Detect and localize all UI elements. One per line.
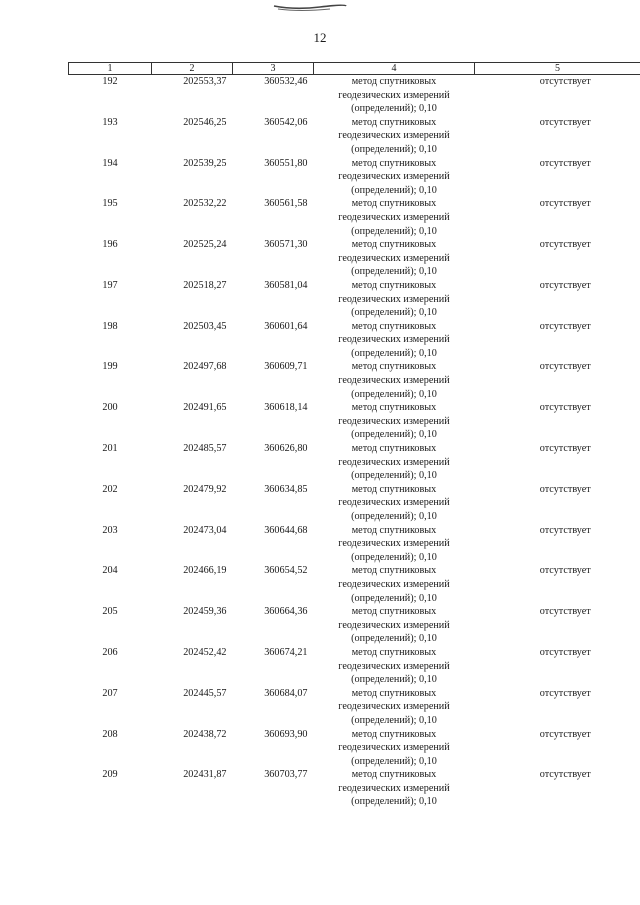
table-row	[69, 75, 640, 116]
x-coordinate-cell-value: 202491,65	[183, 402, 227, 414]
x-coordinate-cell-value: 202497,68	[183, 361, 227, 373]
point-number-cell: 194	[102, 157, 118, 169]
x-coordinate-cell-value: 202466,19	[183, 565, 227, 577]
description-cell-value: отсутствует	[539, 646, 591, 658]
column-header-4: 4	[314, 63, 475, 75]
y-coordinate-cell	[233, 605, 314, 646]
y-coordinate-cell	[233, 768, 314, 809]
method-text-line: метод спутниковых	[351, 606, 437, 618]
description-cell	[475, 157, 640, 198]
method-text-line: метод спутниковых	[351, 769, 437, 781]
method-text-line: метод спутниковых	[351, 279, 437, 291]
x-coordinate-cell-value: 202539,25	[183, 157, 227, 169]
y-coordinate-cell	[233, 197, 314, 238]
table-row	[69, 483, 640, 524]
y-coordinate-cell-value: 360561,58	[264, 198, 308, 210]
table-row	[69, 197, 640, 238]
description-cell-value: отсутствует	[539, 524, 591, 536]
x-coordinate-cell-value: 202459,36	[183, 606, 227, 618]
y-coordinate-cell-value: 360644,68	[264, 524, 308, 536]
method-cell	[314, 157, 475, 198]
description-cell	[475, 768, 640, 809]
method-cell	[314, 197, 475, 238]
y-coordinate-cell	[233, 483, 314, 524]
x-coordinate-cell	[152, 197, 233, 238]
description-cell	[475, 605, 640, 646]
x-coordinate-cell	[152, 116, 233, 157]
x-coordinate-cell	[152, 238, 233, 279]
y-coordinate-cell	[233, 75, 314, 116]
y-coordinate-cell	[233, 524, 314, 565]
description-cell	[475, 75, 640, 116]
table-row	[69, 116, 640, 157]
method-text-line: метод спутниковых	[351, 116, 437, 128]
x-coordinate-cell-value: 202473,04	[183, 524, 227, 536]
table-header-row	[69, 63, 640, 75]
x-coordinate-cell-value: 202485,57	[183, 443, 227, 455]
x-coordinate-cell	[152, 564, 233, 605]
point-number-cell: 202	[102, 483, 118, 495]
table-row	[69, 524, 640, 565]
method-text-line: метод спутниковых	[351, 402, 437, 414]
point-number-cell: 192	[102, 76, 118, 87]
description-cell	[475, 360, 640, 401]
method-text-line: геодезических измерений	[338, 456, 450, 468]
method-text-line: (определений); 0,10	[351, 470, 437, 482]
table-row	[69, 768, 640, 809]
method-text-line: (определений); 0,10	[351, 551, 437, 563]
column-header-3: 3	[233, 63, 314, 75]
description-cell	[475, 116, 640, 157]
x-coordinate-cell-value: 202525,24	[183, 239, 227, 251]
column-header-5: 5	[475, 63, 640, 75]
x-coordinate-cell-value: 202479,92	[183, 483, 227, 495]
method-text-line: метод спутниковых	[351, 361, 437, 373]
description-cell	[475, 728, 640, 769]
method-text-line: геодезических измерений	[338, 375, 450, 387]
description-cell	[475, 401, 640, 442]
y-coordinate-cell-value: 360664,36	[264, 606, 308, 618]
method-text-line: геодезических измерений	[338, 171, 450, 183]
method-text-line: (определений); 0,10	[351, 184, 437, 196]
description-cell	[475, 442, 640, 483]
method-text-line: метод спутниковых	[351, 443, 437, 455]
description-cell	[475, 320, 640, 361]
description-cell-value: отсутствует	[539, 279, 591, 291]
method-text-line: (определений); 0,10	[351, 714, 437, 726]
description-cell-value: отсутствует	[539, 157, 591, 169]
method-text-line: геодезических измерений	[338, 89, 450, 101]
column-header-2: 2	[152, 63, 233, 75]
point-number-cell: 195	[102, 198, 118, 210]
x-coordinate-cell-value: 202553,37	[183, 76, 227, 87]
y-coordinate-cell-value: 360571,30	[264, 239, 308, 251]
description-cell-value: отсутствует	[539, 483, 591, 495]
method-text-line: (определений); 0,10	[351, 347, 437, 359]
y-coordinate-cell	[233, 442, 314, 483]
method-text-line: геодезических измерений	[338, 293, 450, 305]
method-text-line: (определений); 0,10	[351, 592, 437, 604]
x-coordinate-cell	[152, 320, 233, 361]
x-coordinate-cell	[152, 524, 233, 565]
method-text-line: метод спутниковых	[351, 524, 437, 536]
y-coordinate-cell-value: 360618,14	[264, 402, 308, 414]
y-coordinate-cell-value: 360684,07	[264, 687, 308, 699]
point-number-cell: 204	[102, 565, 118, 577]
method-cell	[314, 360, 475, 401]
table-row	[69, 564, 640, 605]
method-cell	[314, 320, 475, 361]
method-text-line: (определений); 0,10	[351, 266, 437, 278]
x-coordinate-cell	[152, 483, 233, 524]
x-coordinate-cell	[152, 728, 233, 769]
y-coordinate-cell	[233, 238, 314, 279]
x-coordinate-cell-value: 202503,45	[183, 320, 227, 332]
method-text-line: метод спутниковых	[351, 320, 437, 332]
x-coordinate-cell	[152, 687, 233, 728]
table-row	[69, 728, 640, 769]
x-coordinate-cell	[152, 401, 233, 442]
x-coordinate-cell-value: 202518,27	[183, 279, 227, 291]
method-text-line: метод спутниковых	[351, 728, 437, 740]
description-cell	[475, 564, 640, 605]
table-row	[69, 442, 640, 483]
method-cell	[314, 279, 475, 320]
y-coordinate-cell	[233, 687, 314, 728]
y-coordinate-cell	[233, 360, 314, 401]
y-coordinate-cell-value: 360609,71	[264, 361, 308, 373]
y-coordinate-cell	[233, 157, 314, 198]
description-cell-value: отсутствует	[539, 239, 591, 251]
x-coordinate-cell	[152, 442, 233, 483]
y-coordinate-cell-value: 360551,80	[264, 157, 308, 169]
method-cell	[314, 75, 475, 116]
y-coordinate-cell-value: 360532,46	[264, 76, 308, 87]
description-cell-value: отсутствует	[539, 687, 591, 699]
method-text-line: метод спутниковых	[351, 157, 437, 169]
point-number-cell: 207	[102, 687, 118, 699]
description-cell-value: отсутствует	[539, 443, 591, 455]
description-cell-value: отсутствует	[539, 76, 591, 87]
method-text-line: геодезических измерений	[338, 252, 450, 264]
description-cell	[475, 197, 640, 238]
table-body	[69, 75, 640, 810]
method-text-line: геодезических измерений	[338, 578, 450, 590]
method-cell	[314, 116, 475, 157]
description-cell	[475, 279, 640, 320]
x-coordinate-cell	[152, 646, 233, 687]
description-cell	[475, 687, 640, 728]
y-coordinate-cell	[233, 116, 314, 157]
description-cell-value: отсутствует	[539, 361, 591, 373]
method-cell	[314, 442, 475, 483]
point-number-cell: 199	[102, 361, 118, 373]
table-row	[69, 279, 640, 320]
table-row	[69, 687, 640, 728]
y-coordinate-cell-value: 360626,80	[264, 443, 308, 455]
method-cell	[314, 564, 475, 605]
page-number: 12	[313, 30, 327, 45]
y-coordinate-cell-value: 360703,77	[264, 769, 308, 781]
table-row	[69, 238, 640, 279]
method-text-line: геодезических измерений	[338, 415, 450, 427]
description-cell	[475, 524, 640, 565]
method-text-line: (определений); 0,10	[351, 755, 437, 767]
method-text-line: геодезических измерений	[338, 619, 450, 631]
description-cell-value: отсутствует	[539, 320, 591, 332]
method-text-line: (определений); 0,10	[351, 429, 437, 441]
method-text-line: метод спутниковых	[351, 198, 437, 210]
x-coordinate-cell	[152, 768, 233, 809]
method-cell	[314, 768, 475, 809]
method-text-line: геодезических измерений	[338, 211, 450, 223]
method-text-line: (определений); 0,10	[351, 143, 437, 155]
table-row	[69, 360, 640, 401]
x-coordinate-cell-value: 202431,87	[183, 769, 227, 781]
point-number-cell: 198	[102, 320, 118, 332]
method-text-line: геодезических измерений	[338, 782, 450, 794]
description-cell-value: отсутствует	[539, 606, 591, 618]
y-coordinate-cell-value: 360693,90	[264, 728, 308, 740]
description-cell-value: отсутствует	[539, 769, 591, 781]
method-cell	[314, 728, 475, 769]
method-text-line: геодезических измерений	[338, 660, 450, 672]
table-row	[69, 157, 640, 198]
y-coordinate-cell	[233, 564, 314, 605]
method-text-line: метод спутниковых	[351, 687, 437, 699]
table-row	[69, 605, 640, 646]
method-text-line: геодезических измерений	[338, 130, 450, 142]
table-row	[69, 320, 640, 361]
point-number-cell: 209	[102, 769, 118, 781]
y-coordinate-cell	[233, 279, 314, 320]
x-coordinate-cell-value: 202546,25	[183, 116, 227, 128]
description-cell-value: отсутствует	[539, 116, 591, 128]
y-coordinate-cell	[233, 401, 314, 442]
description-cell	[475, 646, 640, 687]
x-coordinate-cell	[152, 605, 233, 646]
description-cell-value: отсутствует	[539, 728, 591, 740]
method-text-line: (определений); 0,10	[351, 796, 437, 808]
method-text-line: геодезических измерений	[338, 742, 450, 754]
y-coordinate-cell	[233, 728, 314, 769]
method-cell	[314, 401, 475, 442]
y-coordinate-cell-value: 360674,21	[264, 646, 308, 658]
y-coordinate-cell-value: 360601,64	[264, 320, 308, 332]
description-cell-value: отсутствует	[539, 402, 591, 414]
table-row	[69, 401, 640, 442]
method-text-line: (определений); 0,10	[351, 674, 437, 686]
y-coordinate-cell	[233, 646, 314, 687]
method-text-line: (определений); 0,10	[351, 307, 437, 319]
method-text-line: геодезических измерений	[338, 497, 450, 509]
method-text-line: метод спутниковых	[351, 565, 437, 577]
method-text-line: (определений); 0,10	[351, 225, 437, 237]
x-coordinate-cell	[152, 157, 233, 198]
coordinates-table	[68, 62, 640, 809]
x-coordinate-cell	[152, 279, 233, 320]
x-coordinate-cell	[152, 360, 233, 401]
method-text-line: (определений); 0,10	[351, 388, 437, 400]
description-cell-value: отсутствует	[539, 565, 591, 577]
method-cell	[314, 687, 475, 728]
x-coordinate-cell-value: 202438,72	[183, 728, 227, 740]
column-header-1: 1	[69, 63, 152, 75]
binding-marks	[270, 0, 350, 12]
method-text-line: метод спутниковых	[351, 646, 437, 658]
method-cell	[314, 238, 475, 279]
x-coordinate-cell-value: 202445,57	[183, 687, 227, 699]
point-number-cell: 205	[102, 606, 118, 618]
point-number-cell: 206	[102, 646, 118, 658]
method-text-line: (определений); 0,10	[351, 633, 437, 645]
method-text-line: метод спутниковых	[351, 483, 437, 495]
method-cell	[314, 605, 475, 646]
method-cell	[314, 524, 475, 565]
point-number-cell: 203	[102, 524, 118, 536]
point-number-cell: 200	[102, 402, 118, 414]
point-number-cell: 201	[102, 443, 118, 455]
y-coordinate-cell-value: 360634,85	[264, 483, 308, 495]
method-text-line: геодезических измерений	[338, 701, 450, 713]
method-cell	[314, 483, 475, 524]
point-number-cell: 197	[102, 279, 118, 291]
table-row	[69, 646, 640, 687]
method-text-line: метод спутниковых	[351, 239, 437, 251]
y-coordinate-cell-value: 360581,04	[264, 279, 308, 291]
x-coordinate-cell	[152, 75, 233, 116]
y-coordinate-cell	[233, 320, 314, 361]
description-cell	[475, 483, 640, 524]
method-text-line: метод спутниковых	[351, 76, 437, 87]
point-number-cell: 208	[102, 728, 118, 740]
description-cell	[475, 238, 640, 279]
y-coordinate-cell-value: 360654,52	[264, 565, 308, 577]
y-coordinate-cell-value: 360542,06	[264, 116, 308, 128]
method-text-line: (определений); 0,10	[351, 511, 437, 522]
x-coordinate-cell-value: 202452,42	[183, 646, 227, 658]
point-number-cell: 196	[102, 239, 118, 251]
description-cell-value: отсутствует	[539, 198, 591, 210]
method-cell	[314, 646, 475, 687]
method-text-line: (определений); 0,10	[351, 103, 437, 115]
x-coordinate-cell-value: 202532,22	[183, 198, 227, 210]
method-text-line: геодезических измерений	[338, 538, 450, 550]
method-text-line: геодезических измерений	[338, 334, 450, 346]
point-number-cell: 193	[102, 116, 118, 128]
